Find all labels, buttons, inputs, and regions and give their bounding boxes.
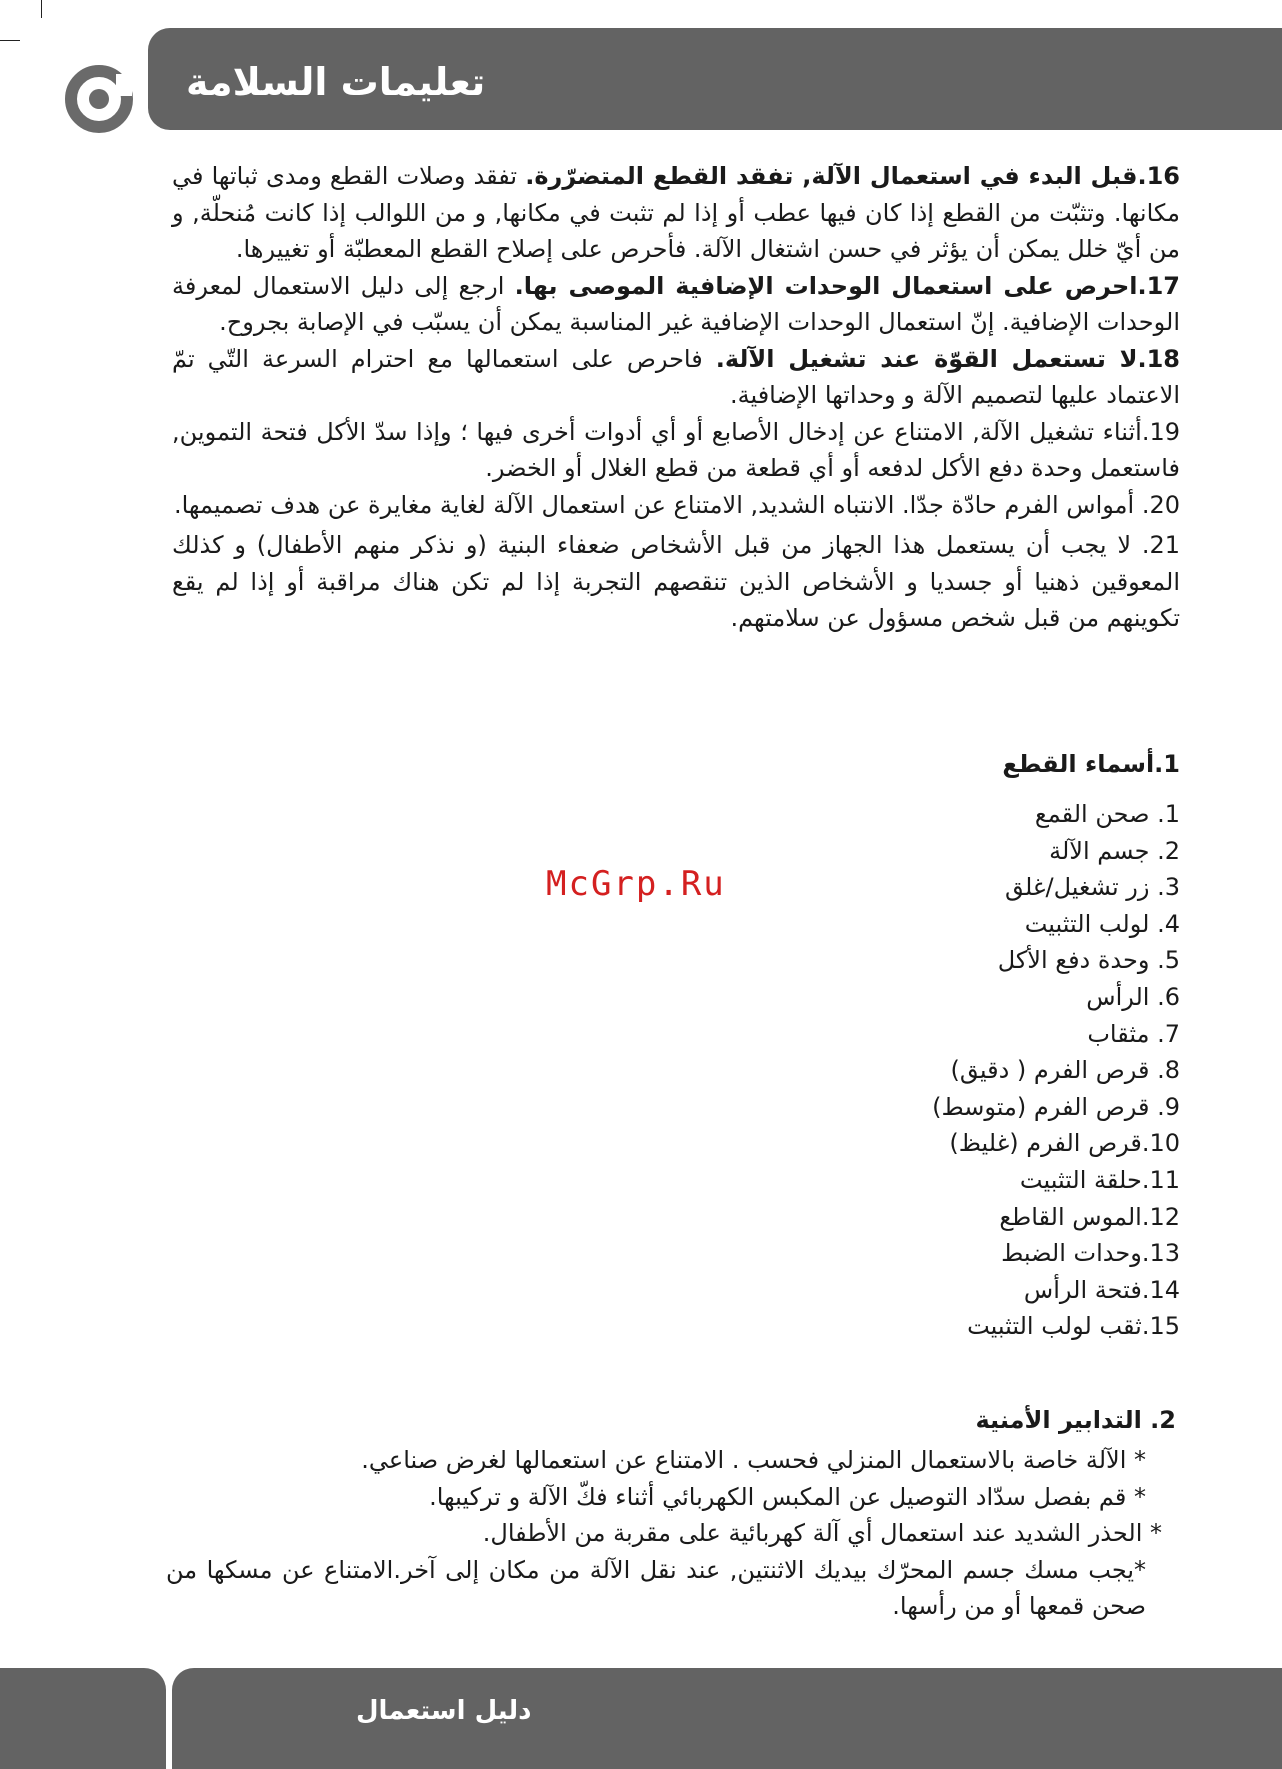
list-item: 14.فتحة الرأس [1023, 1275, 1180, 1304]
list-item: 12.الموس القاطع [999, 1202, 1180, 1231]
footer-page-tab [0, 1668, 166, 1769]
list-item: 2. جسم الآلة [1049, 836, 1180, 865]
instruction-21: 21. لا يجب أن يستعمل هذا الجهاز من قبل الأشخاص ضعفاء البنية (و نذكر منهم الأطفال) و كذلك المعوقين ذهنيا أو جسديا و الأشخاص الذين تنقصهم التجربة إذا لم تكن هناك مراقبة أو إذا لم يقع تكوينهم من قبل شخص مسؤول عن سلامتهم. [172, 531, 1180, 632]
bullet-item: * الحذر الشديد عند استعمال أي آلة كهربائية على مقربة من الأطفال. [482, 1519, 1162, 1547]
parts-list [932, 796, 1180, 1345]
list-item: 11.حلقة التثبيت [1019, 1165, 1180, 1194]
list-item: 9. قرص الفرم (متوسط) [932, 1092, 1180, 1121]
security-heading: 2. التدابير الأمنية [975, 1406, 1176, 1434]
list-item: 4. لولب التثبيت [1024, 909, 1180, 938]
parts-heading: 1.أسماء القطع [1002, 750, 1180, 778]
list-item: 6. الرأس [1086, 982, 1180, 1011]
security-bullets [166, 1442, 1176, 1625]
instruction-20: 20. أمواس الفرم حادّة جدّا. الانتباه الشديد, الامتناع عن استعمال الآلة لغاية مغايرة عن هدف تصميمها. [173, 490, 1180, 519]
crop-mark [0, 40, 20, 41]
safety-instructions [172, 158, 1180, 637]
brand-logo-icon [64, 64, 134, 134]
bullet-item: * الآلة خاصة بالاستعمال المنزلي فحسب . الامتناع عن استعمالها لغرض صناعي. [361, 1446, 1146, 1474]
page-title: تعليمات السلامة [186, 60, 486, 104]
instruction-16: 16.قبل البدء في استعمال الآلة, تفقد القطع المتضرّرة. تفقد وصلات القطع ومدى ثباتها في مكانها. وتثبّت من القطع إذا كان فيها عطب أو إذا لم تثبت في مكانها, و من اللوالب إذا كانت مُنحلّة, و من أيّ خلل يمكن أن يؤثر في حسن اشتغال الآلة. فأحرص على إصلاح القطع المعطبّة أو تغييرها. [172, 162, 1181, 263]
list-item: 7. مثقاب [1087, 1019, 1180, 1048]
list-item: 15.ثقب لولب التثبيت [967, 1312, 1180, 1341]
list-item: 5. وحدة دفع الأكل [997, 946, 1180, 975]
bullet-item: *يجب مسك جسم المحرّك بيديك الاثنتين, عند نقل الآلة من مكان إلى آخر.الامتناع عن مسكها من صحن قمعها أو من رأسها. [166, 1555, 1146, 1620]
list-item: 10.قرص الفرم (غليظ) [949, 1129, 1180, 1158]
instruction-19: 19.أثناء تشغيل الآلة, الامتناع عن إدخال الأصابع أو أي أدوات أخرى فيها ؛ وإذا سدّ الأكل فتحة التموين, فاستعمل وحدة دفع الأكل لدفعه أو أي قطعة من قطع الغلال أو الخضر. [172, 417, 1180, 482]
list-item: 8. قرص الفرم ( دقيق) [950, 1056, 1180, 1085]
list-item: 1. صحن القمع [1034, 800, 1180, 828]
crop-mark [41, 0, 42, 18]
footer-title: دليل استعمال [356, 1696, 532, 1726]
list-item: 13.وحدات الضبط [1001, 1239, 1180, 1268]
instruction-17: 17.احرص على استعمال الوحدات الإضافية الموصى بها. ارجع إلى دليل الاستعمال لمعرفة الوحدات الإضافية. إنّ استعمال الوحدات الإضافية غير المناسبة يمكن أن يسبّب في الإصابة بجروح. [172, 271, 1181, 336]
instruction-18: 18.لا تستعمل القوّة عند تشغيل الآلة. فاحرص على استعمالها مع احترام السرعة التّي تمّ الاعتماد عليها لتصميم الآلة و وحداتها الإضافية. [172, 344, 1180, 409]
list-item: 3. زر تشغيل/غلق [1004, 873, 1180, 902]
watermark: McGrp.Ru [546, 864, 726, 904]
footer-bar [172, 1668, 1282, 1769]
bullet-item: * قم بفصل سدّاد التوصيل عن المكبس الكهربائي أثناء فكّ الآلة و تركيبها. [429, 1482, 1146, 1511]
